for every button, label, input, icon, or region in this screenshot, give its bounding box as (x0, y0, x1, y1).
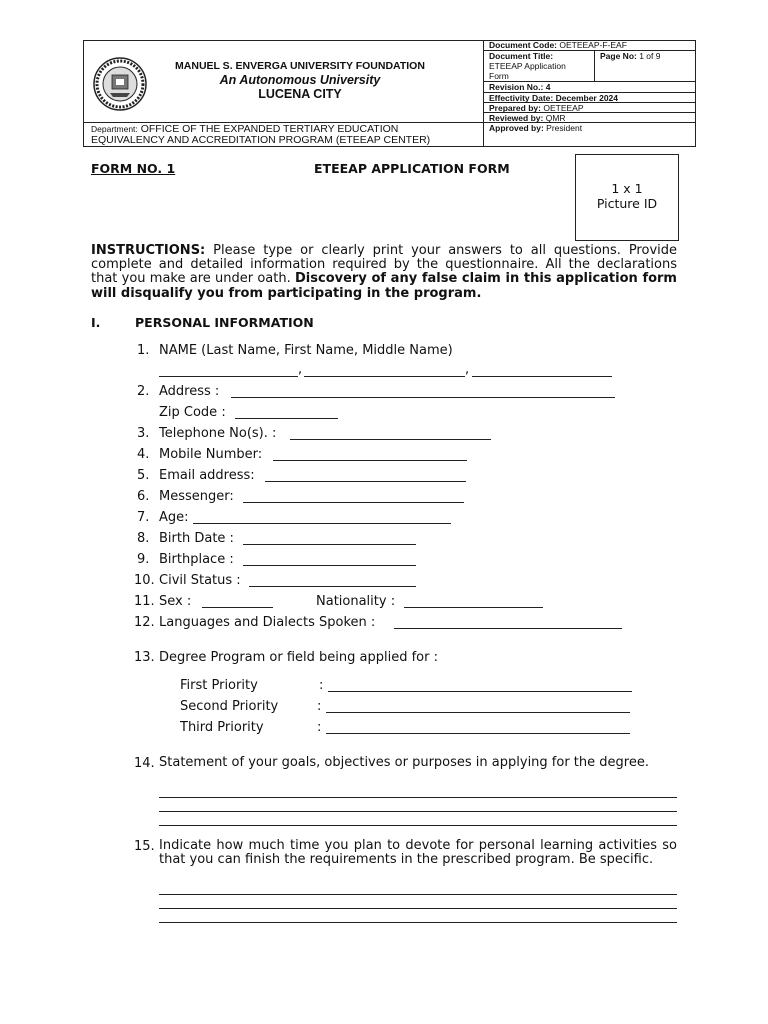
prepared-value: OETEEAP (543, 103, 584, 113)
telephone-label: Telephone No(s). : (159, 426, 277, 441)
sex-label: Sex : (159, 594, 192, 609)
name-separator: , (465, 362, 470, 377)
reviewed-value: QMR (545, 113, 566, 123)
email-label: Email address: (159, 468, 255, 483)
prepared-row (484, 103, 696, 113)
first-priority-label: First Priority (180, 678, 258, 693)
zip-code-field[interactable] (235, 418, 338, 419)
page-number (596, 51, 661, 61)
prepared-label: Prepared by: (489, 103, 541, 113)
doc-code-value: OETEEAP-F-EAF (559, 40, 627, 50)
approved-value: President (546, 123, 583, 133)
department-line1: OFFICE OF THE EXPANDED TERTIARY EDUCATION (140, 123, 399, 135)
doc-title-line2: Form (489, 71, 509, 81)
item-number: 13. (134, 650, 155, 665)
university-subtitle: An Autonomous University (219, 73, 381, 87)
section-title: PERSONAL INFORMATION (135, 315, 314, 330)
goals-answer-line[interactable] (159, 811, 677, 812)
zip-code-label: Zip Code : (159, 405, 226, 420)
item-number: 12. (134, 615, 155, 630)
revision-value: 4 (545, 82, 551, 92)
meta-divider (594, 50, 595, 81)
languages-field[interactable] (394, 628, 622, 629)
name-separator: , (298, 362, 303, 377)
instructions (91, 244, 677, 301)
effectivity-value: December 2024 (555, 93, 619, 103)
birth-date-label: Birth Date : (159, 531, 234, 546)
doc-code-row (484, 40, 696, 51)
priority-colon: : (317, 720, 322, 735)
item-number: 3. (137, 426, 150, 441)
item-number: 8. (137, 531, 150, 546)
second-priority-label: Second Priority (180, 699, 279, 714)
instructions-label: INSTRUCTIONS: (91, 243, 206, 258)
languages-label: Languages and Dialects Spoken : (159, 615, 376, 630)
second-priority-field[interactable] (326, 712, 630, 713)
item-number: 10. (134, 573, 155, 588)
age-label: Age: (159, 510, 189, 525)
effectivity-label: Effectivity Date: (489, 93, 554, 103)
university-seal-icon (93, 57, 147, 111)
approved-label: Approved by: (489, 123, 544, 133)
priority-colon: : (317, 699, 322, 714)
email-field[interactable] (265, 481, 466, 482)
birthplace-label: Birthplace : (159, 552, 234, 567)
item-number: 11. (134, 594, 155, 609)
item-number: 2. (137, 384, 150, 399)
learning-time-answer-line[interactable] (159, 894, 677, 895)
university-city: LUCENA CITY (258, 87, 342, 101)
approved-row (484, 123, 696, 134)
department-line2: EQUIVALENCY AND ACCREDITATION PROGRAM (ETEEAP CENTER) (91, 134, 431, 146)
item-number: 15. (134, 839, 155, 854)
item-number: 7. (137, 510, 150, 525)
item-number: 4. (137, 447, 150, 462)
picture-id-box (575, 154, 679, 241)
doc-title-row (484, 51, 696, 82)
form-title: ETEEAP APPLICATION FORM (314, 161, 510, 176)
university-name: MANUEL S. ENVERGA UNIVERSITY FOUNDATION (175, 60, 425, 72)
telephone-field[interactable] (290, 439, 491, 440)
sex-field[interactable] (202, 607, 273, 608)
department-block (91, 124, 481, 146)
last-name-field[interactable] (159, 376, 298, 377)
first-priority-field[interactable] (328, 691, 632, 692)
item-number: 14. (134, 756, 155, 771)
middle-name-field[interactable] (472, 376, 612, 377)
name-label: NAME (Last Name, First Name, Middle Name) (159, 343, 453, 358)
goals-answer-line[interactable] (159, 825, 677, 826)
revision-row (484, 82, 696, 93)
third-priority-field[interactable] (326, 733, 630, 734)
item-number: 5. (137, 468, 150, 483)
picture-size: 1 x 1 (611, 181, 643, 196)
nationality-label: Nationality : (316, 594, 396, 609)
degree-program-label: Degree Program or field being applied for : (159, 650, 438, 665)
page-value: 1 of 9 (639, 51, 661, 61)
priority-colon: : (319, 678, 324, 693)
civil-status-field[interactable] (249, 586, 416, 587)
birthplace-field[interactable] (243, 565, 416, 566)
learning-time-answer-line[interactable] (159, 908, 677, 909)
goals-statement-label: Statement of your goals, objectives or purposes in applying for the degree. (159, 755, 649, 770)
civil-status-label: Civil Status : (159, 573, 241, 588)
picture-label: Picture ID (596, 196, 658, 211)
revision-label: Revision No.: (489, 82, 544, 92)
goals-answer-line[interactable] (159, 797, 677, 798)
page-label: Page No: (600, 51, 637, 61)
learning-time-answer-line[interactable] (159, 922, 677, 923)
birth-date-field[interactable] (243, 544, 416, 545)
form-number: FORM NO. 1 (91, 161, 176, 176)
address-label: Address : (159, 384, 220, 399)
item-number: 6. (137, 489, 150, 504)
department-label: Department: (91, 124, 138, 134)
doc-title-line1: ETEEAP Application (489, 61, 566, 71)
effectivity-row (484, 93, 696, 103)
first-name-field[interactable] (304, 376, 465, 377)
address-field[interactable] (231, 397, 615, 398)
learning-time-label: Indicate how much time you plan to devote for personal learning activities so that you can finish the requirements in the prescribed program. Be specific. (159, 838, 677, 867)
item-number: 1. (137, 343, 150, 358)
nationality-field[interactable] (404, 607, 543, 608)
mobile-label: Mobile Number: (159, 447, 263, 462)
instructions-warning: Discovery of any false claim in this application form will disqualify you from participating in the program. (91, 271, 677, 301)
messenger-field[interactable] (243, 502, 464, 503)
doc-code-label: Document Code: (489, 40, 557, 50)
instructions-text: Please type or clearly print your answers to all questions. Provide complete and detailed information required by the questionnaire. All the declarations that you make are under oath. (91, 243, 677, 287)
item-number: 9. (137, 552, 150, 567)
messenger-label: Messenger: (159, 489, 234, 504)
doc-title-label: Document Title: (489, 51, 554, 61)
reviewed-row (484, 113, 696, 123)
mobile-field[interactable] (273, 460, 467, 461)
reviewed-label: Reviewed by: (489, 113, 544, 123)
third-priority-label: Third Priority (180, 720, 264, 735)
age-field[interactable] (193, 523, 451, 524)
section-number: I. (91, 315, 101, 330)
